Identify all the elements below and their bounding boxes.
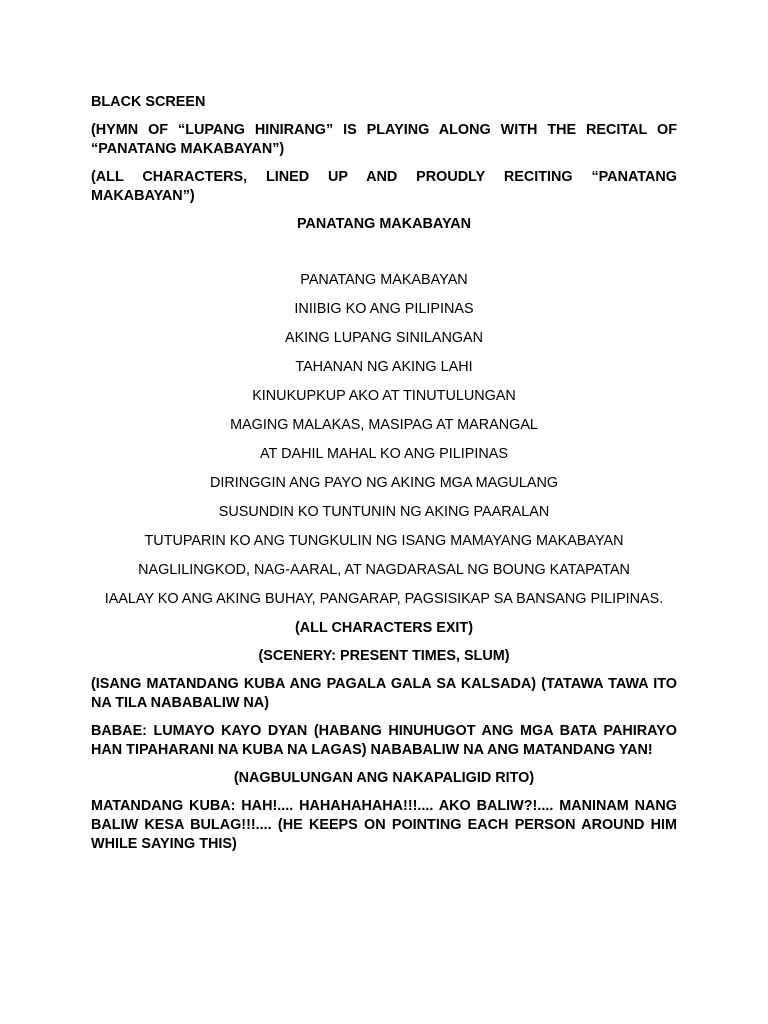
poem-line: NAGLILINGKOD, NAG-AARAL, AT NAGDARASAL NG BOUNG KATAPATAN [138, 562, 630, 578]
stage-direction-whisper: (NAGBULUNGAN ANG NAKAPALIGID RITO) [233, 770, 535, 786]
poem-line: KINUKUPKUP AKO AT TINUTULUNGAN [252, 388, 516, 404]
blank-spacer [91, 243, 677, 271]
poem-line: TAHANAN NG AKING LAHI [295, 359, 473, 375]
poem-line: DIRINGGIN ANG PAYO NG AKING MGA MAGULANG [209, 475, 559, 491]
script-page [91, 93, 677, 863]
dialogue-babae: BABAE: LUMAYO KAYO DYAN (HABANG HINUHUGOT ANG MGA BATA PAHIRAYO HAN TIPAHARANI NA KUBA NA LAGAS) NABABALIW NA ANG MATANDANG YAN! [91, 723, 677, 758]
stage-direction-hymn: (HYMN OF “LUPANG HINIRANG” IS PLAYING ALONG WITH THE RECITAL OF “PANATANG MAKABAYAN”) [91, 122, 677, 157]
poem-line: MAGING MALAKAS, MASIPAG AT MARANGAL [230, 417, 538, 433]
scene-heading-black-screen: BLACK SCREEN [91, 94, 206, 110]
pledge-heading: PANATANG MAKABAYAN [296, 216, 472, 232]
poem-line: INIIBIG KO ANG PILIPINAS [294, 301, 474, 317]
dialogue-matandang-kuba: MATANDANG KUBA: HAH!.... HAHAHAHAHA!!!.... AKO BALIW?!.... MANINAM NANG BALIW KESA BULAG!!!.... (HE KEEPS ON POINTING EACH PERSON AROUND HIM WHILE SAYING THIS) [91, 798, 677, 852]
stage-direction-characters-lined-up: (ALL CHARACTERS, LINED UP AND PROUDLY RECITING “PANATANG MAKABAYAN”) [91, 169, 677, 204]
poem-line: SUSUNDIN KO TUNTUNIN NG AKING PAARALAN [218, 504, 550, 520]
poem-line: AT DAHIL MAHAL KO ANG PILIPINAS [260, 446, 508, 462]
stage-direction-exit: (ALL CHARACTERS EXIT) [294, 620, 473, 636]
poem-line: PANATANG MAKABAYAN [300, 272, 468, 288]
pledge-poem [91, 271, 677, 609]
stage-direction-kuba: (ISANG MATANDANG KUBA ANG PAGALA GALA SA KALSADA) (TATAWA TAWA ITO NA TILA NABABALIW NA) [91, 676, 677, 711]
poem-line: AKING LUPANG SINILANGAN [284, 330, 484, 346]
poem-line: IAALAY KO ANG AKING BUHAY, PANGARAP, PAGSISIKAP SA BANSANG PILIPINAS. [104, 591, 664, 607]
stage-direction-scenery: (SCENERY: PRESENT TIMES, SLUM) [258, 648, 510, 664]
poem-line: TUTUPARIN KO ANG TUNGKULIN NG ISANG MAMAYANG MAKABAYAN [144, 533, 624, 549]
